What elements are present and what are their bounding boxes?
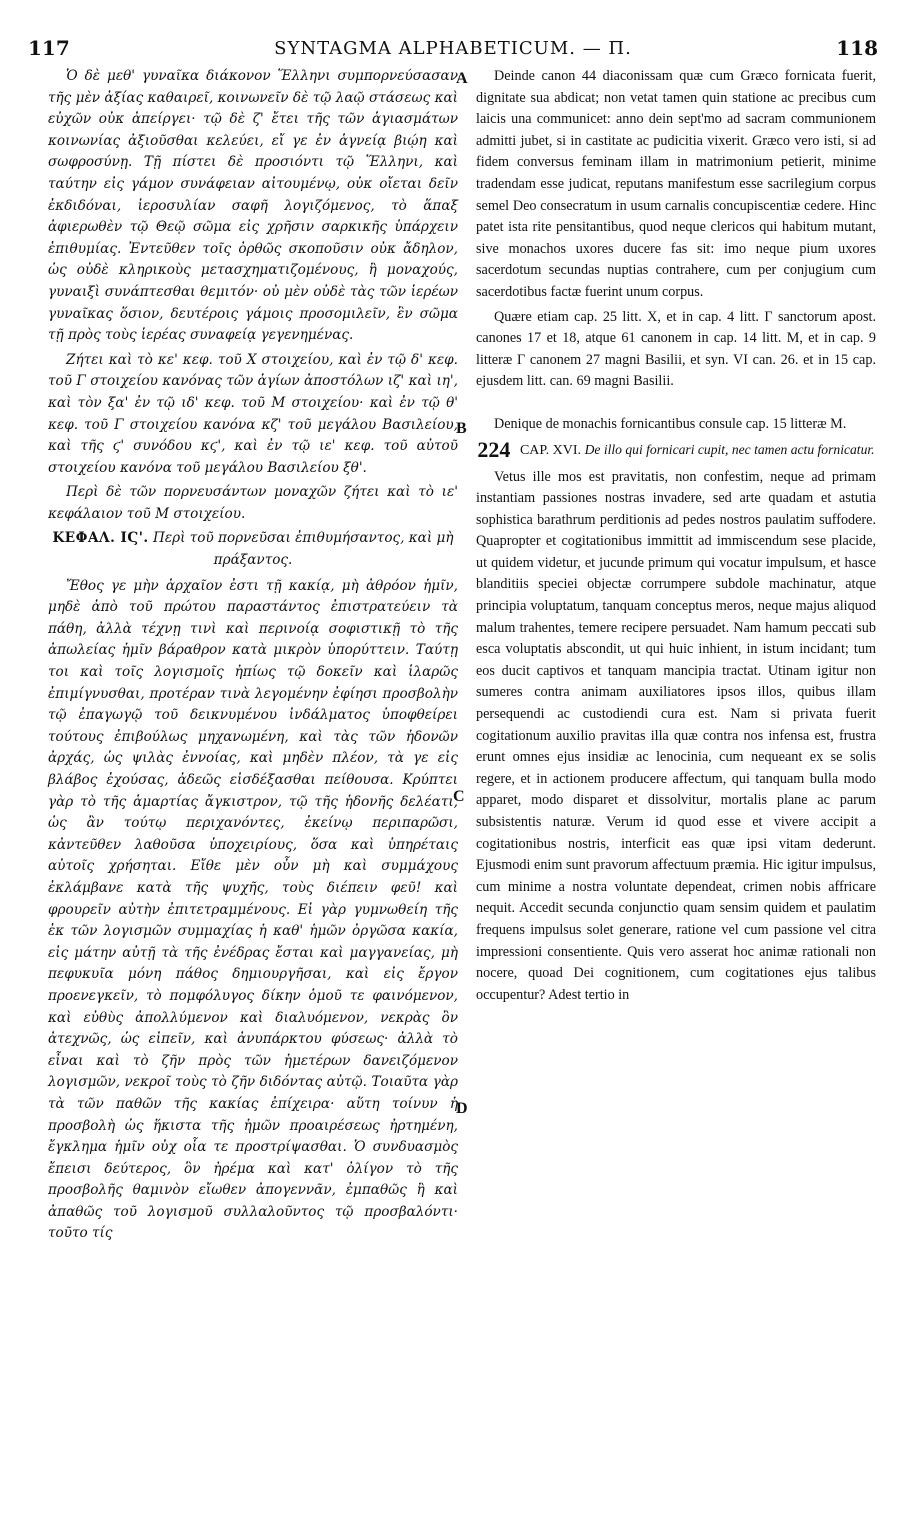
latin-chapter-heading <box>476 437 876 463</box>
margin-marker-d: D <box>456 1100 468 1117</box>
running-title: SYNTAGMA ALPHABETICUM. — Π. <box>274 38 632 59</box>
page-number-right: 118 <box>836 36 878 60</box>
margin-marker-b: B <box>456 420 467 437</box>
greek-paragraph-2: Ζήτει καὶ τὸ κε' κεφ. τοῦ Χ στοιχείου, καὶ ἐν τῷ δ' κεφ. τοῦ Γ στοιχείου κανόνας τῶν ἁγίων ἀποστόλων ιζ' καὶ ιη', καὶ τὸν ξα' ἐν τῷ ιδ' κεφ. τοῦ Μ στοιχείου· καὶ ἐν τῷ θ' κεφ. τοῦ Γ στοιχείου κανόνα κζ' τοῦ μεγάλου Βασιλείου, καὶ τῆς ϛ' συνόδου κϛ', καὶ ἐν τῷ ιε' κεφ. τοῦ αὐτοῦ στοιχείου κανόνα τοῦ μεγάλου Βασιλείου ξθ'. <box>48 351 458 476</box>
margin-marker-c: C <box>453 788 465 805</box>
latin-chapter-number: CAP. XVI. <box>519 442 582 458</box>
greek-paragraph-1: Ὁ δὲ μεθ' γυναῖκα διάκονον Ἕλληνι συμπορνεύσασαν τῆς μὲν ἀξίας καθαιρεῖ, κοινωνεῖν δὲ τῷ λαῷ στάσεως καὶ εὐχῶν οὐκ ἀπείργει· τῷ δὲ ζ' ἔτει τῆς τῶν ἁγιασμάτων κοινωνίας ἀξιοῦσθαι κελεύει, εἴ γε ἐν ἁγνείᾳ βιῴη καὶ σωφροσύνῃ. Τῇ πίστει δὲ προσιόντι τῷ Ἕλληνι, καὶ ταύτην εἰς γάμον συνάφειαν αἰτουμένῳ, οὐκ οἴεται δεῖν ἐκδιδόναι, ἱεροσυλίαν σαφῆ λογιζόμενος, τὸ ἅπαξ ἀφιερωθὲν τῷ Θεῷ σῶμα εἰς χρῆσιν σαρκικῆς ὑπάρχειν ἐπιθυμίας. Ἐντεῦθεν τοῖς ὀρθῶς σκοποῦσιν οὐκ ἄδηλον, ὡς οὐδὲ κληρικοὺς μετασχηματιζομένους, ἢ μοναχούς, γυναιξὶ συνάπτεσθαι θεμιτόν· οὐ μὲν οὐδὲ τὰς τῶν ἱερέων γυναῖκας ὅσιον, δευτέροις γάμοις προσομιλεῖν, ἓν σῶμα τῇ πρὸς τοὺς ἱερέας συναφείᾳ γεγενημένας. <box>48 68 458 344</box>
greek-chapter-title: Περὶ τοῦ πορνεῦσαι ἐπιθυμήσαντος, καὶ μὴ πράξαντος. <box>152 530 454 569</box>
latin-chapter-title: De illo qui fornicari cupit, nec tamen actu fornicatur. <box>584 441 875 457</box>
margin-marker-a: A <box>456 70 468 87</box>
greek-paragraph-3: Περὶ δὲ τῶν πορνευσάντων μοναχῶν ζήτει καὶ τὸ ιε' κεφάλαιον τοῦ Μ στοιχείου. <box>48 484 458 522</box>
latin-paragraph-2: Quære etiam cap. 25 litt. X, et in cap. 4 litt. Γ sanctorum apost. canones 17 et 18, atque 61 canonem in cap. 14 litt. M, et in cap. 9 litteræ Γ canonem 27 magni Basilii, et syn. VI can. 26. et in 15 cap. ejusdem litt. can. 69 magni Basilii. <box>476 308 876 390</box>
latin-column <box>476 66 876 1009</box>
latin-paragraph-3: Denique de monachis fornicantibus consule cap. 15 litteræ M. <box>494 415 847 432</box>
greek-column <box>48 66 458 1248</box>
running-header <box>28 36 878 62</box>
page-number-left: 117 <box>28 36 70 60</box>
greek-chapter-number: ΚΕΦΑΛ. ΙϚ'. <box>52 530 149 547</box>
greek-paragraph-4: Ἔθος γε μὴν ἀρχαῖον ἐστι τῇ κακίᾳ, μὴ ἀθρόον ἡμῖν, μηδὲ ἀπὸ τοῦ πρώτου παραστάντος ἐπιστρατεύειν τὰ πάθη, ἀλλὰ τέχνῃ τινὶ καὶ περινοίᾳ σοφιστικῇ τὸ τῆς ἀπωλείας ἡμῖν βάραθρον κατὰ μικρὸν ὑπορύττειν. Ταύτῃ τοι καὶ τοῖς λογισμοῖς ἠπίως τῷ δοκεῖν καὶ ἱλαρῶς ἐπιμίγνυσθαι, προτέραν τινὰ λεγομένην ἐφίησι προσβολὴν τῷ ἐπαγωγῷ τοῦ δεικνυμένου ἰνδάλματος ὑποφθείρει τούτους ἐπιβούλως μηχανωμένη, καὶ τὰς τῶν ἡδονῶν ἀρχάς, ὡς ψιλὰς ἐννοίας, καὶ μηδὲν πλέον, τὰ γε εἰς βλάβος ἐχούσας, ἀδεῶς εἰσδέξασθαι πείθουσα. Κρύπτει γὰρ τὸ τῆς ἁμαρτίας ἄγκιστρον, τῷ τῆς ἡδονῆς δελέατι, ὡς ἂν τούτῳ περιχανόντες, ἐκείνῳ περιπαρῶσι, κἀντεῦθεν λαθοῦσα ὑποχειρίους, ὅσα καὶ ὑπηρέταις αὐτοῖς χρήσηται. Εἴθε μὲν οὖν μὴ καὶ συμμάχους ἐκλάμβανε κατὰ τῆς ψυχῆς, τοὺς διέπειν φεῦ! καὶ φρουρεῖν αὐτὴν ἐπιτετραμμένους. Εἰ γὰρ γυμνωθείη τῆς ἐκ τῶν λογισμῶν συμμαχίας ἡ καθ' ἡμῶν ὀργῶσα κακία, εἰς μάτην αὐτῇ τὰ τῆς ἐνέδρας ἔσται καὶ μαγγανείας, μὴ πεφυκυῖα μόνη πάθος δημιουργῆσαι, καὶ εἰς ἔργον προενεγκεῖν, τὸ πομφόλυγος δίκην ὁμοῦ τε φαινόμενον, καὶ εὐθὺς ἀπολλύμενον καὶ διαλυόμενον, νεκρὰς ὂν ἀτεχνῶς, ὡς εἰπεῖν, καὶ ἀνυπάρκτου φύσεως· ἀλλὰ τὸ εἶναι καὶ τὸ ζῆν πρὸς τῶν ἡμετέρων δανειζόμενον λογισμῶν, νεκροῖ τοὺς τὸ ζῆν διδόντας αὐτῷ. Τοιαῦτα γὰρ τὰ τῶν παθῶν τῆς κακίας ἐπίχειρα· αὕτη τοίνυν ἡ προσβολὴ ὡς ἥκιστα τῆς ἡμῶν προαιρέσεως ἠρτημένη, ἔγκλημα ἡμῖν οὐχ οἷα τε προστρίψασθαι. Ὁ συνδυασμὸς ἔπεισι δεύτερος, ὃν ἠρέμα καὶ κατ' ὀλίγον τὸ τῆς προσβολῆς θαμινὸν εἴωθεν ἀπογεννᾶν, ἐμπαθῶς ἢ καὶ ἀπαθῶς τοῦ λογισμοῦ συλλαλοῦντος τῷ προσβαλόντι· τοῦτο τίς <box>48 577 458 1242</box>
latin-paragraph-4: Vetus ille mos est pravitatis, non confestim, neque ad primam instantiam passiones nostras invadere, sed arte quadam et astutia sophistica barathrum perditionis ad pedes nostros paulatim suffodere. Quapropter et cogitationibus immittit ad immiscendum sese placide, ut quidem videtur, et jucunde primum qui vocatur impulsum, et hasce blanditiis speciei objectæ corrumpere subdole machinatur, atque principia voluptatum, tanquam conceptus meros, neque majus aliquod malum trahentes, temere recipere persuadet. Nam hamum peccati sub esca voluptatis abscondit, ut qui huic inhient, in istum incidant; tum eos ducit captivos et tanquam mancipia tractat. Utinam igitur non sumeres contra animam auxiliatores ipsos illos, quibus illam persequendi ac custodiendi cura est. Nam si privata fuerit cogitationum auxilio pravitas illa quæ contra nos infensa est, frustra erunt omnes ejus insidiæ ac lenocinia, cum nequeant ex se solis regere, et in actionem producere affectum, qui tanquam bulla modo apparet, modo disparet et dissolvitur, mortalis plane ac parum subsistentis naturæ. Verum id quod esse et vivere accipit a cogitationibus nostris, interficit eas quæ ipsi vitam dederunt. Ejusmodi enim sunt pravorum affectuum præmia. Hic igitur impulsus, cum minime a nostra voluntate dependeat, crimen nobis affricare nequit. Accedit secunda conjunctio quam sensim quidem et paulatim frequens impulsus solet generare, ratione vel cum passione vel citra impressioni consentiente. Quis vero asserat hoc animæ rationali non nocere, quoad Dei cognitionem, cum cogitationes ejus talibus occupentur? Adest tertio in <box>476 468 876 1003</box>
greek-chapter-heading <box>48 528 458 571</box>
latin-paragraph-1: Deinde canon 44 diaconissam quæ cum Græco fornicata fuerit, dignitate sua abdicat; non vetat tamen quin statione ac precibus cum laicis una communicet: anno dein sept'mo ad sacram communionem admitti jubet, si in castitate ac pudicitia vixerit. Græco vero isti, si ad fidem conversus feminam illam in matrimonium petierit, minime tradendam esse judicat, reputans manifestum esse sacrilegium corpus semel Deo consecratum in usum carnalis concupiscentiæ cedere. Hinc patet ista rite pensitantibus, quod neque clericos qui habitum mutant, sive monachos uxores ducere fas sit: imo neque pium uxores sacerdotum secundas nuptias contrahere, cum per conjugium cum sacerdotibus factæ fuerint unum corpus. <box>476 68 876 300</box>
column-number: 224 <box>477 437 511 463</box>
